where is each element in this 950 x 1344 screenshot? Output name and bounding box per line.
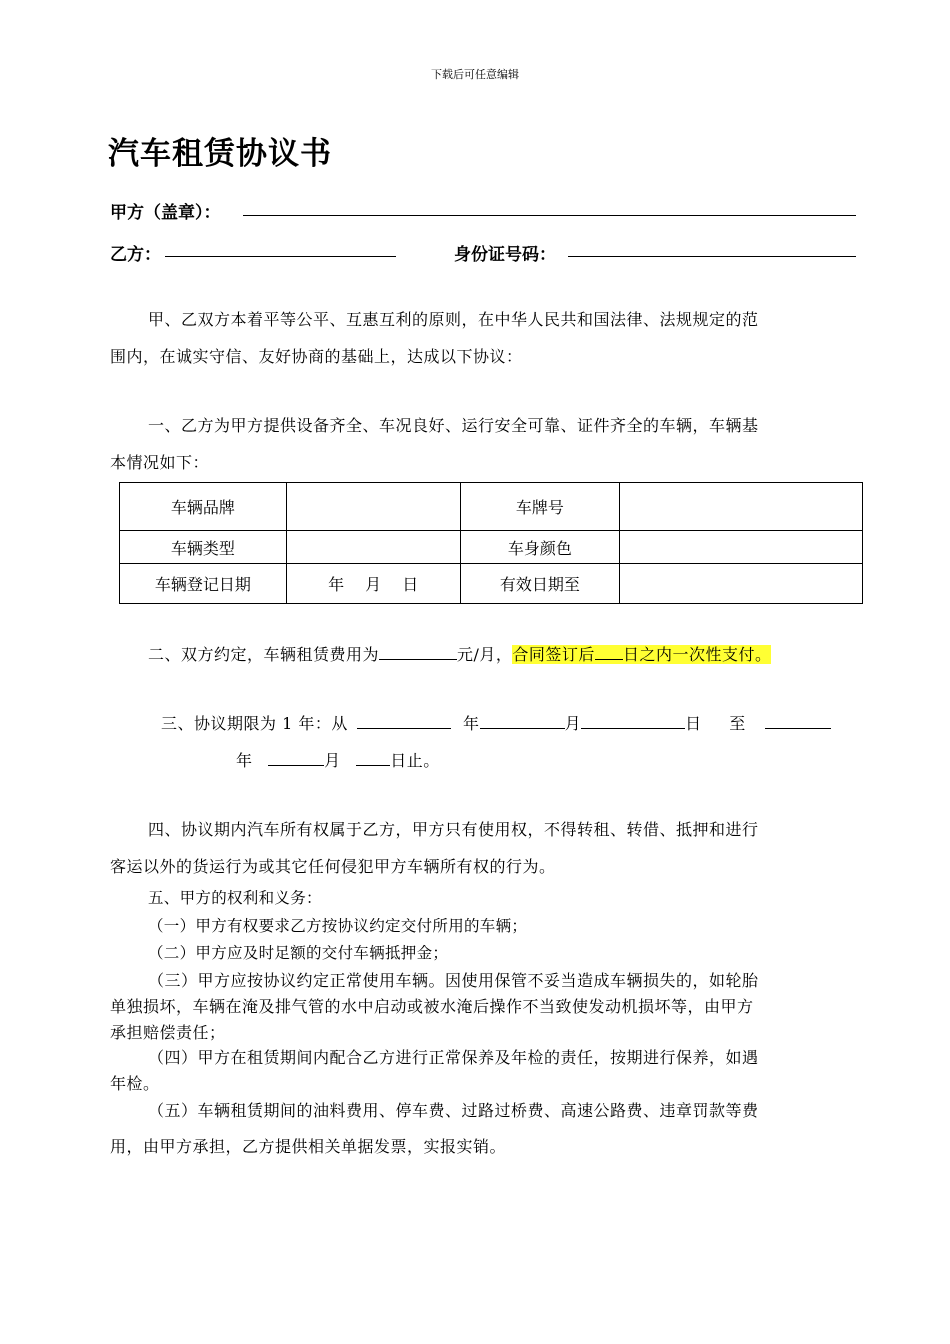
registration-date-cell[interactable]: 年 月 日	[286, 564, 460, 604]
clause-5-item-3-line-1: （三）甲方应按协议约定正常使用车辆。因使用保管不妥当造成车辆损失的，如轮胎	[148, 971, 759, 990]
clause-5-item-3-line-2: 单独损坏，车辆在淹及排气管的水中启动或被水淹后操作不当致使发动机损坏等，由甲方	[110, 997, 754, 1016]
end-year-label: 年	[236, 751, 253, 770]
payment-terms-highlight	[512, 645, 771, 664]
clause-1-line-1: 一、乙方为甲方提供设备齐全、车况良好、运行安全可靠、证件齐全的车辆，车辆基	[148, 416, 759, 435]
vehicle-info-table	[119, 482, 863, 604]
intro-line-1: 甲、乙双方本着平等公平、互惠互利的原则，在中华人民共和国法律、法规规定的范	[148, 310, 759, 329]
clause-5-item-5-line-2: 用，由甲方承担，乙方提供相关单据发票，实报实销。	[110, 1137, 507, 1156]
end-day-blank[interactable]	[356, 751, 390, 766]
end-month-blank[interactable]	[268, 751, 324, 766]
registration-date-label: 车辆登记日期	[120, 564, 287, 604]
clause-5-item-4-line-1: （四）甲方在租赁期间内配合乙方进行正常保养及年检的责任，按期进行保养，如遇	[148, 1048, 759, 1067]
party-b-name-line[interactable]	[165, 256, 396, 257]
body-color-cell[interactable]	[620, 531, 863, 564]
valid-until-cell[interactable]	[620, 564, 863, 604]
payment-terms-b: 日之内一次性支付。	[622, 645, 772, 664]
clause-5-item-5-line-1: （五）车辆租赁期间的油料费用、停车费、过路过桥费、高速公路费、违章罚款等费	[148, 1101, 759, 1120]
start-year-label: 年	[463, 714, 480, 733]
clause-1-line-2: 本情况如下：	[110, 453, 210, 472]
header-note: 下载后可任意编辑	[431, 68, 519, 81]
party-b-label: 乙方：	[110, 245, 161, 265]
id-number-label: 身份证号码：	[454, 245, 556, 265]
valid-until-label: 有效日期至	[460, 564, 620, 604]
vehicle-type-label: 车辆类型	[120, 531, 287, 564]
clause-3-line-1	[161, 711, 831, 734]
party-a-label: 甲方（盖章）：	[110, 203, 221, 223]
table-row	[120, 564, 863, 604]
start-year-blank[interactable]	[357, 714, 451, 729]
clause-4-line-2: 客运以外的货运行为或其它任何侵犯甲方车辆所有权的行为。	[110, 857, 556, 876]
end-month-label: 月	[324, 751, 341, 770]
payment-days-blank[interactable]	[595, 645, 623, 660]
intro-line-2: 围内，在诚实守信、友好协商的基础上，达成以下协议：	[110, 347, 523, 366]
clause-5-item-3-line-3: 承担赔偿责任；	[110, 1023, 226, 1042]
clause-5-item-2: （二）甲方应及时足额的交付车辆抵押金；	[148, 944, 449, 962]
start-day-label: 日	[685, 714, 702, 733]
party-a-signature-line[interactable]	[243, 215, 856, 216]
clause-2-prefix: 二、双方约定，车辆租赁费用为	[148, 645, 380, 664]
table-row	[120, 531, 863, 564]
clause-3-to: 至	[729, 714, 746, 733]
clause-5-item-1: （一）甲方有权要求乙方按协议约定交付所用的车辆；	[148, 917, 528, 935]
clause-4-line-1: 四、协议期内汽车所有权属于乙方，甲方只有使用权，不得转租、转借、抵押和进行	[148, 820, 759, 839]
document-title: 汽车租赁协议书	[108, 136, 332, 172]
clause-2	[148, 642, 771, 665]
end-year-blank[interactable]	[765, 714, 831, 729]
start-month-label: 月	[564, 714, 582, 733]
body-color-label: 车身颜色	[460, 531, 620, 564]
start-day-blank[interactable]	[581, 714, 685, 729]
start-month-blank[interactable]	[480, 714, 565, 729]
vehicle-type-cell[interactable]	[286, 531, 460, 564]
end-day-label: 日止。	[390, 751, 440, 770]
vehicle-brand-label: 车辆品牌	[120, 483, 287, 531]
clause-3-prefix: 三、协议期限为 1 年：从	[161, 714, 348, 733]
clause-5-item-4-line-2: 年检。	[110, 1074, 160, 1093]
payment-terms-a: 合同签订后	[512, 645, 595, 664]
rent-amount-blank[interactable]	[379, 645, 457, 660]
table-row	[120, 483, 863, 531]
clause-2-unit: 元/月，	[457, 645, 513, 664]
plate-number-label: 车牌号	[460, 483, 620, 531]
id-number-line[interactable]	[568, 256, 856, 257]
clause-3-line-2	[236, 748, 440, 771]
plate-number-cell[interactable]	[620, 483, 863, 531]
vehicle-brand-cell[interactable]	[286, 483, 460, 531]
clause-5-heading: 五、甲方的权利和义务：	[148, 889, 322, 907]
